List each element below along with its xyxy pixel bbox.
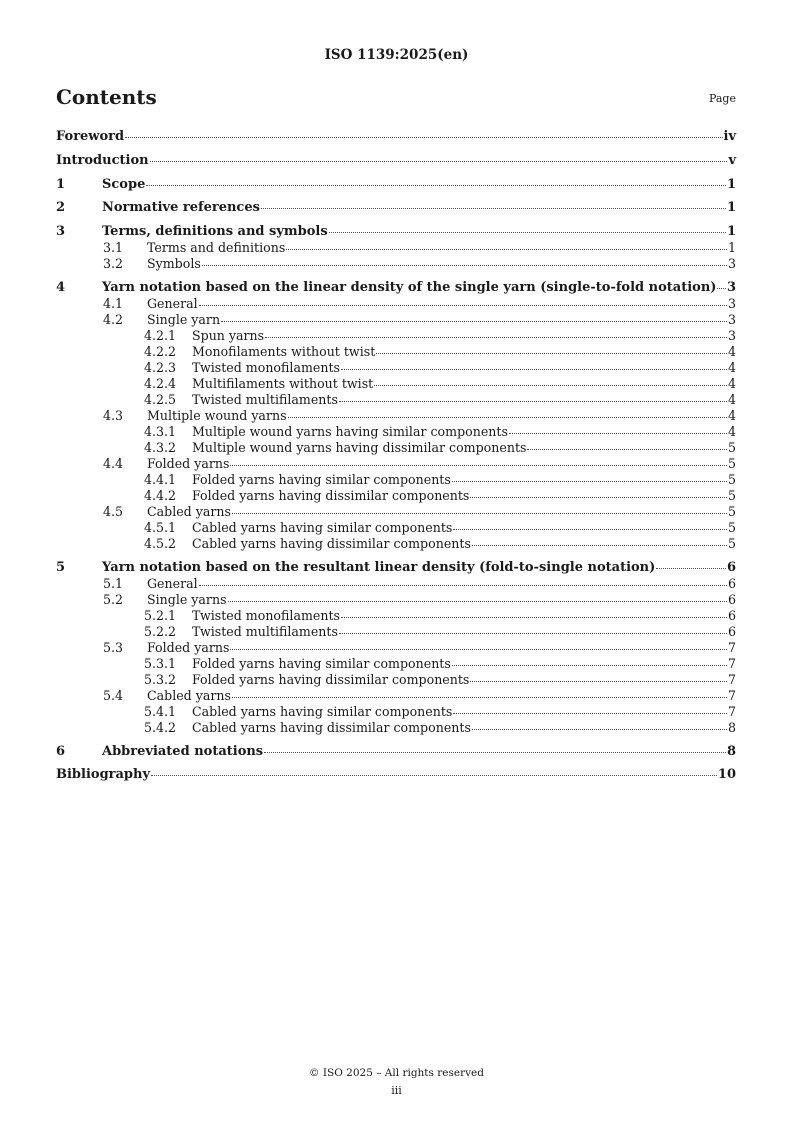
toc-entry[interactable] bbox=[56, 392, 736, 408]
toc-entry-page: 4 bbox=[727, 391, 736, 407]
toc-entry-page: 10 bbox=[717, 767, 736, 783]
toc-entry-title: Twisted monofilaments bbox=[192, 359, 340, 375]
dot-leader bbox=[341, 616, 727, 618]
dot-leader bbox=[341, 368, 727, 370]
toc-entry-number: 4.3.2 bbox=[144, 439, 177, 455]
page-column-label: Page bbox=[708, 92, 736, 105]
toc-entry[interactable] bbox=[56, 312, 736, 328]
dot-leader bbox=[339, 632, 727, 634]
toc-entry[interactable] bbox=[56, 767, 736, 783]
toc-entry-page: 6 bbox=[727, 591, 736, 607]
toc-entry-title: Twisted multifilaments bbox=[192, 623, 338, 639]
toc-entry-number: 3.2 bbox=[103, 256, 124, 272]
toc-entry-number: 4.4 bbox=[103, 455, 124, 471]
toc-entry[interactable] bbox=[56, 177, 736, 193]
toc-entry-number: 4.2.2 bbox=[144, 343, 177, 359]
dot-leader bbox=[329, 231, 726, 233]
dot-leader bbox=[453, 712, 727, 714]
toc-entry[interactable] bbox=[56, 576, 736, 592]
toc-entry-page: 5 bbox=[727, 487, 736, 503]
dot-leader bbox=[232, 696, 727, 698]
toc-entry[interactable] bbox=[56, 296, 736, 312]
dot-leader bbox=[199, 584, 727, 586]
toc-entry-page: 6 bbox=[727, 623, 736, 639]
toc-entry-page: iv bbox=[723, 129, 736, 144]
toc-entry-number: 4.4.1 bbox=[144, 471, 177, 487]
toc-entry-page: 3 bbox=[727, 256, 736, 272]
toc-entry-number: 5.3 bbox=[103, 639, 124, 655]
toc-entry-page: 5 bbox=[727, 503, 736, 519]
toc-entry-title: Folded yarns having dissimilar components bbox=[192, 487, 470, 503]
toc-entry-title: Folded yarns having dissimilar components bbox=[192, 671, 470, 687]
dot-leader bbox=[339, 400, 727, 402]
toc-entry[interactable] bbox=[56, 280, 736, 296]
dot-leader bbox=[265, 336, 727, 338]
toc-entry-page: 4 bbox=[727, 423, 736, 439]
toc-entry-title: Cabled yarns having dissimilar components bbox=[192, 535, 471, 551]
toc-entry-title: Multiple wound yarns having dissimilar components bbox=[192, 439, 527, 455]
toc-entry-page: 5 bbox=[727, 439, 736, 455]
toc-entry[interactable] bbox=[56, 560, 736, 576]
toc-entry-page: 7 bbox=[727, 639, 736, 655]
toc-entry[interactable] bbox=[56, 456, 736, 472]
toc-entry[interactable] bbox=[56, 224, 736, 240]
toc-entry-title: Cabled yarns bbox=[147, 503, 231, 519]
toc-entry-title: Cabled yarns having similar components bbox=[192, 703, 453, 719]
toc-entry-title: Single yarns bbox=[147, 591, 227, 607]
toc-entry-number: 4.2.5 bbox=[144, 391, 177, 407]
toc-entry-number: 4.3 bbox=[103, 407, 124, 423]
toc-entry[interactable] bbox=[56, 488, 736, 504]
dot-leader bbox=[374, 384, 727, 386]
copyright-footer: © ISO 2025 – All rights reserved bbox=[309, 1067, 484, 1079]
dot-leader bbox=[288, 416, 727, 418]
toc-entry-title: General bbox=[147, 575, 198, 591]
dot-leader bbox=[261, 207, 726, 209]
dot-leader bbox=[232, 512, 727, 514]
toc-entry-page: 4 bbox=[727, 359, 736, 375]
toc-entry[interactable] bbox=[56, 153, 736, 169]
toc-entry[interactable] bbox=[56, 504, 736, 520]
toc-entry[interactable] bbox=[56, 608, 736, 624]
document-id-header: ISO 1139:2025(en) bbox=[324, 47, 469, 63]
dot-leader bbox=[230, 648, 727, 650]
toc-entry-number: 5.4.2 bbox=[144, 719, 177, 735]
toc-entry-page: 6 bbox=[727, 607, 736, 623]
toc-entry-number: 5.3.2 bbox=[144, 671, 177, 687]
toc-entry[interactable] bbox=[56, 408, 736, 424]
dot-leader bbox=[470, 496, 727, 498]
toc-entry-title: Folded yarns bbox=[147, 639, 230, 655]
toc-entry-title: Multiple wound yarns having similar components bbox=[192, 423, 508, 439]
table-of-contents bbox=[56, 129, 736, 783]
toc-entry-number: 4.5.1 bbox=[144, 519, 177, 535]
toc-entry-page: 5 bbox=[727, 535, 736, 551]
toc-entry-page: 3 bbox=[727, 327, 736, 343]
toc-entry-title: Cabled yarns having dissimilar components bbox=[192, 719, 471, 735]
dot-leader bbox=[472, 728, 727, 730]
dot-leader bbox=[472, 544, 727, 546]
dot-leader bbox=[125, 136, 722, 138]
toc-entry-page: 3 bbox=[726, 279, 736, 295]
toc-entry-page: 6 bbox=[727, 575, 736, 591]
toc-entry-page: 1 bbox=[727, 240, 736, 256]
toc-entry-title: Folded yarns bbox=[147, 455, 230, 471]
dot-leader bbox=[527, 448, 727, 450]
toc-entry-number: 4.2.4 bbox=[144, 375, 177, 391]
toc-entry-page: 5 bbox=[727, 455, 736, 471]
dot-leader bbox=[199, 304, 727, 306]
toc-entry[interactable] bbox=[56, 256, 736, 272]
toc-entry-number: 5.3.1 bbox=[144, 655, 177, 671]
toc-entry-page: 6 bbox=[726, 559, 736, 575]
toc-entry-number: 2 bbox=[56, 200, 66, 216]
toc-entry-page: 3 bbox=[727, 311, 736, 327]
dot-leader bbox=[150, 160, 728, 162]
toc-entry-number: 5.4 bbox=[103, 687, 124, 703]
dot-leader bbox=[151, 774, 717, 776]
toc-entry[interactable] bbox=[56, 440, 736, 456]
toc-entry[interactable] bbox=[56, 592, 736, 608]
toc-entry[interactable] bbox=[56, 720, 736, 736]
toc-entry-page: 4 bbox=[727, 407, 736, 423]
toc-entry[interactable] bbox=[56, 424, 736, 440]
toc-entry-title: Cabled yarns bbox=[147, 687, 231, 703]
toc-entry-title: Terms and definitions bbox=[147, 240, 286, 256]
dot-leader bbox=[230, 464, 727, 466]
toc-entry-number: 5 bbox=[56, 559, 66, 575]
dot-leader bbox=[453, 528, 727, 530]
toc-entry[interactable] bbox=[56, 656, 736, 672]
toc-entry[interactable] bbox=[56, 472, 736, 488]
toc-entry-number: 5.2.2 bbox=[144, 623, 177, 639]
toc-entry-page: 3 bbox=[727, 295, 736, 311]
toc-entry-number: 3.1 bbox=[103, 240, 124, 256]
toc-entry-page: 8 bbox=[727, 719, 736, 735]
toc-entry-title: Terms, definitions and symbols bbox=[102, 224, 328, 240]
toc-entry-number: 4.2.1 bbox=[144, 327, 177, 343]
toc-entry-title: Symbols bbox=[147, 256, 201, 272]
toc-entry[interactable] bbox=[56, 744, 736, 760]
dot-leader bbox=[509, 432, 727, 434]
toc-entry-number: 1 bbox=[56, 176, 66, 192]
toc-entry[interactable] bbox=[56, 328, 736, 344]
toc-entry-number: 4 bbox=[56, 279, 66, 295]
toc-entry-page: 7 bbox=[727, 703, 736, 719]
dot-leader bbox=[264, 751, 726, 753]
toc-entry[interactable] bbox=[56, 344, 736, 360]
toc-entry-title: Spun yarns bbox=[192, 327, 265, 343]
toc-entry-title: Monofilaments without twist bbox=[192, 343, 376, 359]
toc-entry-page: 7 bbox=[727, 655, 736, 671]
toc-entry[interactable] bbox=[56, 624, 736, 640]
toc-entry-title: Scope bbox=[102, 176, 146, 192]
dot-leader bbox=[717, 287, 726, 289]
toc-entry-number: 5.1 bbox=[103, 575, 124, 591]
toc-entry[interactable] bbox=[56, 200, 736, 216]
toc-entry-number: 5.4.1 bbox=[144, 703, 177, 719]
toc-entry[interactable] bbox=[56, 672, 736, 688]
toc-entry-page: 1 bbox=[726, 200, 736, 216]
dot-leader bbox=[452, 480, 727, 482]
toc-entry-page: 7 bbox=[727, 671, 736, 687]
toc-entry-title: Normative references bbox=[102, 200, 260, 216]
toc-entry-title: Introduction bbox=[56, 152, 149, 168]
toc-entry-title: Folded yarns having similar components bbox=[192, 471, 451, 487]
toc-entry-title: Twisted monofilaments bbox=[192, 607, 340, 623]
toc-entry-title: Yarn notation based on the resultant linear density (fold-to-single notation) bbox=[102, 559, 656, 575]
toc-entry-title: Folded yarns having similar components bbox=[192, 655, 451, 671]
toc-entry[interactable] bbox=[56, 520, 736, 536]
contents-title: Contents bbox=[56, 85, 157, 109]
toc-entry-title: Foreword bbox=[56, 129, 125, 144]
toc-entry[interactable] bbox=[56, 640, 736, 656]
toc-entry-title: Twisted multifilaments bbox=[192, 391, 338, 407]
toc-entry-page: 4 bbox=[727, 375, 736, 391]
toc-entry-page: 5 bbox=[727, 519, 736, 535]
toc-entry-page: 5 bbox=[727, 471, 736, 487]
toc-entry-number: 3 bbox=[56, 224, 66, 240]
dot-leader bbox=[221, 320, 727, 322]
toc-entry-number: 4.3.1 bbox=[144, 423, 177, 439]
toc-entry-page: 1 bbox=[726, 176, 736, 192]
dot-leader bbox=[452, 664, 727, 666]
dot-leader bbox=[656, 567, 726, 569]
toc-entry-number: 4.5 bbox=[103, 503, 124, 519]
toc-entry-number: 6 bbox=[56, 743, 66, 759]
toc-entry-page: 8 bbox=[726, 743, 736, 759]
toc-entry-number: 4.2.3 bbox=[144, 359, 177, 375]
toc-entry-page: 4 bbox=[727, 343, 736, 359]
toc-entry[interactable] bbox=[56, 240, 736, 256]
toc-entry[interactable] bbox=[56, 129, 736, 145]
toc-entry-page: 1 bbox=[726, 224, 736, 240]
toc-entry-title: Multiple wound yarns bbox=[147, 407, 287, 423]
toc-entry-title: Cabled yarns having similar components bbox=[192, 519, 453, 535]
toc-entry-title: Multifilaments without twist bbox=[192, 375, 374, 391]
toc-entry-title: General bbox=[147, 295, 198, 311]
toc-entry[interactable] bbox=[56, 536, 736, 552]
toc-entry-number: 4.4.2 bbox=[144, 487, 177, 503]
toc-entry-number: 4.2 bbox=[103, 311, 124, 327]
toc-entry-page: 7 bbox=[727, 687, 736, 703]
dot-leader bbox=[376, 352, 727, 354]
toc-entry[interactable] bbox=[56, 360, 736, 376]
toc-entry-number: 4.5.2 bbox=[144, 535, 177, 551]
toc-entry[interactable] bbox=[56, 376, 736, 392]
dot-leader bbox=[146, 184, 726, 186]
toc-entry-title: Single yarn bbox=[147, 311, 221, 327]
dot-leader bbox=[470, 680, 727, 682]
page-number: iii bbox=[391, 1084, 402, 1097]
dot-leader bbox=[202, 264, 727, 266]
toc-entry[interactable] bbox=[56, 688, 736, 704]
toc-entry-title: Yarn notation based on the linear density of the single yarn (single-to-fold notation) bbox=[102, 279, 717, 295]
toc-entry-number: 5.2.1 bbox=[144, 607, 177, 623]
toc-entry-number: 5.2 bbox=[103, 591, 124, 607]
toc-entry[interactable] bbox=[56, 704, 736, 720]
toc-entry-title: Bibliography bbox=[56, 767, 151, 783]
toc-entry-number: 4.1 bbox=[103, 295, 124, 311]
toc-entry-title: Abbreviated notations bbox=[102, 743, 264, 759]
toc-entry-page: v bbox=[728, 152, 736, 168]
dot-leader bbox=[286, 248, 727, 250]
dot-leader bbox=[228, 600, 727, 602]
